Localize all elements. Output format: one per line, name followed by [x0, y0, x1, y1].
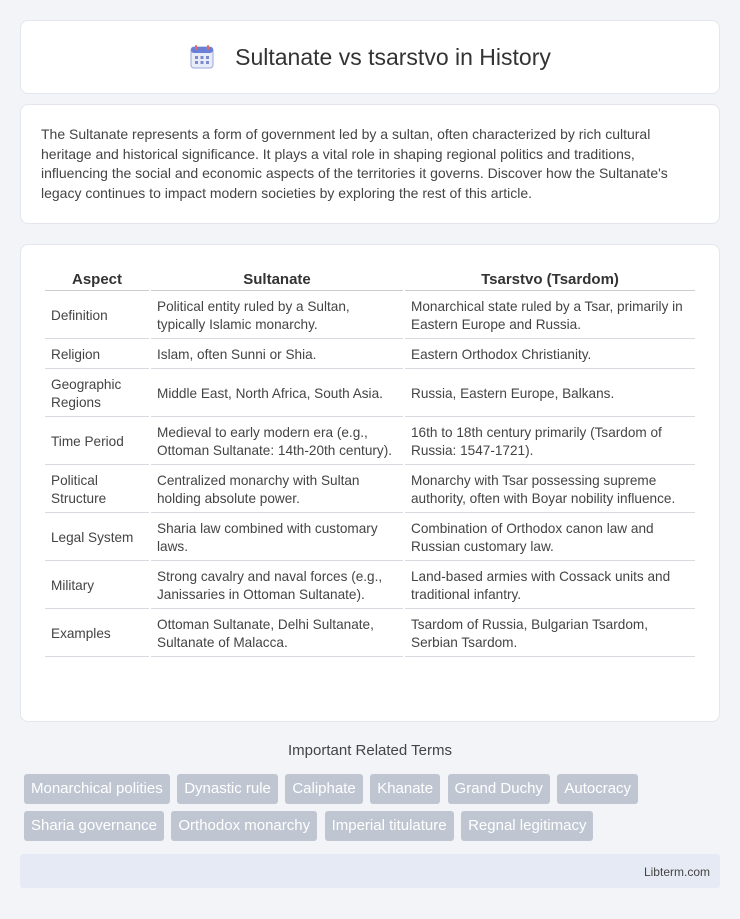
related-term-tag[interactable]: Sharia governance — [24, 811, 164, 841]
related-term-tag[interactable]: Dynastic rule — [177, 774, 278, 804]
related-term-tag[interactable]: Regnal legitimacy — [461, 811, 593, 841]
table-row — [45, 293, 695, 339]
table-row — [45, 371, 695, 417]
related-term-tag[interactable]: Imperial titulature — [325, 811, 454, 841]
table-row — [45, 515, 695, 561]
sultanate-cell: Political entity ruled by a Sultan, typically Islamic monarchy. — [151, 293, 403, 339]
header-sultanate: Sultanate — [151, 267, 403, 291]
sultanate-cell: Ottoman Sultanate, Delhi Sultanate, Sultanate of Malacca. — [151, 611, 403, 657]
table-row — [45, 419, 695, 465]
footer-site-link[interactable]: Libterm.com — [643, 865, 710, 879]
sultanate-cell: Islam, often Sunni or Shia. — [151, 341, 403, 369]
sultanate-cell: Middle East, North Africa, South Asia. — [151, 371, 403, 417]
aspect-cell: Examples — [45, 611, 149, 657]
tsarstvo-cell: Land-based armies with Cossack units and traditional infantry. — [405, 563, 695, 609]
page-title: Sultanate vs tsarstvo in History — [235, 43, 551, 70]
header-card — [20, 20, 720, 94]
table-row — [45, 341, 695, 369]
table-row — [45, 467, 695, 513]
related-term-tag[interactable]: Grand Duchy — [448, 774, 550, 804]
aspect-cell: Religion — [45, 341, 149, 369]
sultanate-cell: Strong cavalry and naval forces (e.g., Janissaries in Ottoman Sultanate). — [151, 563, 403, 609]
tsarstvo-cell: Eastern Orthodox Christianity. — [405, 341, 695, 369]
related-terms-list — [24, 774, 724, 848]
aspect-cell: Time Period — [45, 419, 149, 465]
header-tsarstvo: Tsarstvo (Tsardom) — [405, 267, 695, 291]
comparison-table-card — [20, 244, 720, 722]
table-header-row — [45, 267, 695, 291]
related-term-tag[interactable]: Orthodox monarchy — [171, 811, 317, 841]
comparison-table — [43, 265, 697, 659]
tsarstvo-cell: Russia, Eastern Europe, Balkans. — [405, 371, 695, 417]
tsarstvo-cell: Tsardom of Russia, Bulgarian Tsardom, Serbian Tsardom. — [405, 611, 695, 657]
table-row — [45, 611, 695, 657]
related-term-tag[interactable]: Monarchical polities — [24, 774, 170, 804]
sultanate-cell: Medieval to early modern era (e.g., Ottoman Sultanate: 14th-20th century). — [151, 419, 403, 465]
header-aspect: Aspect — [45, 267, 149, 291]
aspect-cell: Geographic Regions — [45, 371, 149, 417]
aspect-cell: Political Structure — [45, 467, 149, 513]
tsarstvo-cell: Monarchy with Tsar possessing supreme authority, often with Boyar nobility influence. — [405, 467, 695, 513]
related-term-tag[interactable]: Khanate — [370, 774, 440, 804]
intro-text: The Sultanate represents a form of government led by a sultan, often characterized by rich cultural heritage and historical significance. It plays a vital role in shaping regional politics and traditions, influencing the social and economic aspects of the territories it governs. Discover how the Sultanate's legacy continues to impact modern societies by exploring the rest of this article. — [41, 126, 668, 201]
table-row — [45, 563, 695, 609]
aspect-cell: Definition — [45, 293, 149, 339]
sultanate-cell: Centralized monarchy with Sultan holding absolute power. — [151, 467, 403, 513]
footer — [20, 854, 720, 888]
aspect-cell: Military — [45, 563, 149, 609]
intro-card — [20, 104, 720, 224]
tsarstvo-cell: Combination of Orthodox canon law and Russian customary law. — [405, 515, 695, 561]
related-term-tag[interactable]: Caliphate — [285, 774, 362, 804]
tsarstvo-cell: Monarchical state ruled by a Tsar, primarily in Eastern Europe and Russia. — [405, 293, 695, 339]
related-terms-title: Important Related Terms — [288, 742, 452, 759]
aspect-cell: Legal System — [45, 515, 149, 561]
related-term-tag[interactable]: Autocracy — [557, 774, 638, 804]
sultanate-cell: Sharia law combined with customary laws. — [151, 515, 403, 561]
tsarstvo-cell: 16th to 18th century primarily (Tsardom of Russia: 1547-1721). — [405, 419, 695, 465]
calendar-icon — [189, 44, 215, 70]
